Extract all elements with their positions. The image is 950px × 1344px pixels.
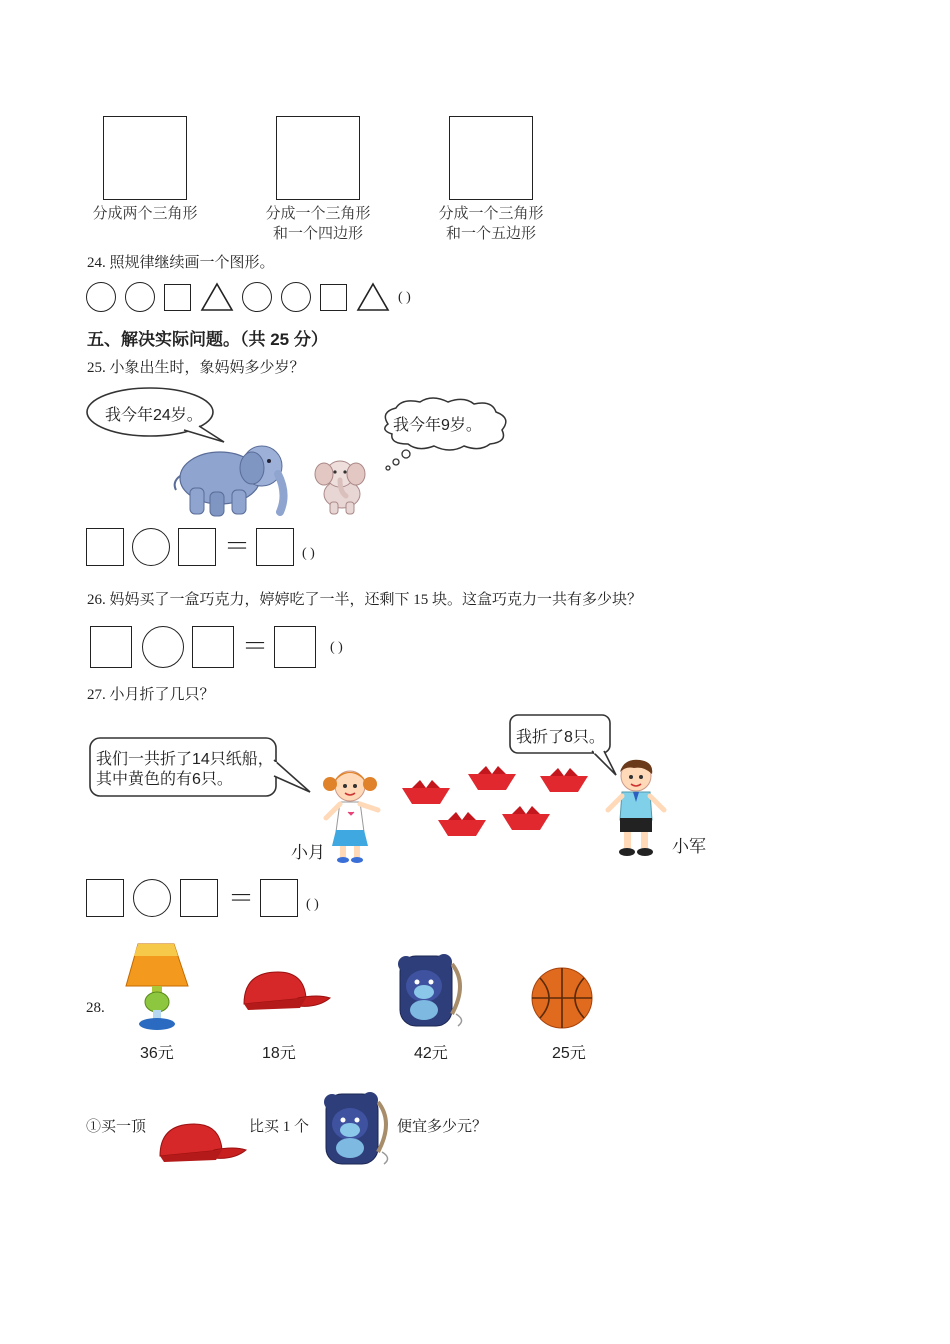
backpack-icon [312,1082,394,1170]
circle-icon [125,282,155,312]
backpack-price: 42元 [414,1045,448,1062]
xiaoyue-speech-line2: 其中黄色的有6只。 [96,771,233,788]
q25-unit-blank[interactable]: ( ) [302,546,315,561]
q26-question: 26. 妈妈买了一盒巧克力，婷婷吃了一半，还剩下 15 块。这盒巧克力一共有多少块？ [87,592,643,608]
triangle-icon [200,282,234,312]
circle-icon [281,282,311,312]
q23-square-1 [103,116,187,200]
paper-boat-icon [400,780,452,806]
backpack-icon [386,944,468,1032]
xiaojun-speech-text: 我折了8只。 [516,729,605,746]
q26-operator-circle[interactable] [142,626,184,668]
basketball-icon [530,966,594,1030]
cap-icon [238,968,332,1014]
q28-sub1-part2: 比买 1 个 [249,1119,310,1135]
xiaoyue-speech-line1: 我们一共折了14只纸船， [96,751,274,768]
q25-operator-circle[interactable] [132,528,170,566]
q28-sub1-part1: ①买一顶 [86,1119,147,1135]
q23-caption-1: 分成两个三角形 [92,206,198,222]
q23-caption-3: 分成一个三角形 和一个五边形 [438,206,544,242]
q27-unit-blank[interactable]: ( ) [306,897,319,912]
square-icon [164,284,191,311]
boy-xiaojun-icon [600,756,672,860]
q26-equals-sign: ＝ [242,632,269,662]
q23-square-2 [276,116,360,200]
paper-boat-icon [466,766,518,792]
q25-result-blank[interactable] [256,528,294,566]
q28-label: 28. [86,1000,105,1016]
triangle-icon [356,282,390,312]
q26-result-blank[interactable] [274,626,316,668]
q23-caption-2: 分成一个三角形 和一个四边形 [265,206,371,242]
q24-answer-blank[interactable]: ( ) [398,290,411,305]
circle-icon [242,282,272,312]
q25-equals-sign: ＝ [224,532,251,562]
paper-boat-icon [500,806,552,832]
xiaojun-name: 小军 [672,837,706,856]
elephant-mom-icon [166,436,292,518]
q26-blank-1[interactable] [90,626,132,668]
q25-question: 25. 小象出生时，象妈妈多少岁？ [87,360,305,376]
elephant-baby-icon [310,456,372,516]
q27-equals-sign: ＝ [228,884,255,914]
q25-blank-2[interactable] [178,528,216,566]
cap-icon [154,1120,248,1166]
q27-blank-1[interactable] [86,879,124,917]
q26-blank-2[interactable] [192,626,234,668]
paper-boat-icon [436,812,488,838]
circle-icon [86,282,116,312]
q24-question: 24. 照规律继续画一个图形。 [87,255,275,271]
q26-unit-blank[interactable]: ( ) [330,640,343,655]
lamp-price: 36元 [140,1045,174,1062]
baby-thought-text: 我今年9岁。 [393,417,482,434]
q25-blank-1[interactable] [86,528,124,566]
section-five-title: 五、解决实际问题。（共 25 分） [87,330,328,349]
girl-xiaoyue-icon [318,764,386,864]
mom-speech-text: 我今年24岁。 [105,407,203,424]
paper-boat-icon [538,768,590,794]
q23-square-3 [449,116,533,200]
q27-blank-2[interactable] [180,879,218,917]
q27-question: 27. 小月折了几只？ [87,687,215,703]
lamp-icon [122,940,192,1034]
xiaoyue-name: 小月 [291,843,325,862]
cap-price: 18元 [262,1045,296,1062]
q27-result-blank[interactable] [260,879,298,917]
q28-sub1-part3: 便宜多少元？ [397,1119,488,1135]
q27-operator-circle[interactable] [133,879,171,917]
basketball-price: 25元 [552,1045,586,1062]
square-icon [320,284,347,311]
